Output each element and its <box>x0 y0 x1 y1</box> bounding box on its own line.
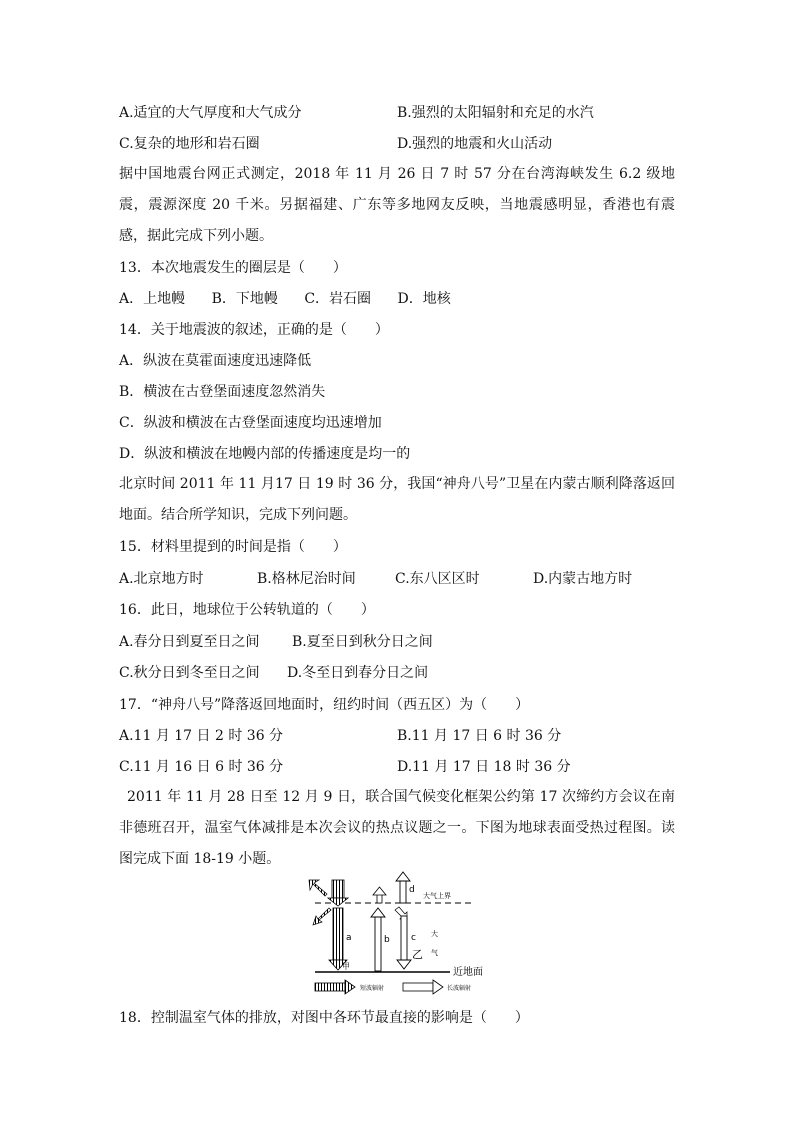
q13-option-d: D．地核 <box>397 291 451 307</box>
atmosphere-label-2: 气 <box>431 949 438 957</box>
label-yi: 乙 <box>412 948 423 961</box>
label-jia: 甲 <box>342 962 350 971</box>
q16-option-b: B.夏至日到秋分日之间 <box>292 634 433 650</box>
label-d: d <box>409 885 415 895</box>
legend <box>315 980 471 994</box>
q12-option-b: B.强烈的太阳辐射和充足的水汽 <box>397 105 594 121</box>
q13-option-a: A．上地幔 <box>119 291 186 307</box>
legend-long-wave-label: 长波辐射 <box>447 985 472 992</box>
q14-option-d: D．纵波和横波在地幔内部的传播速度是均一的 <box>119 446 411 462</box>
heating-process-diagram <box>305 868 505 1000</box>
material-earthquake: 据中国地震台网正式测定，2018 年 11 月 26 日 7 时 57 分在台湾海峡发生 6.2 级地震，震源深度 20 千米。另据福建、广东等多地网友反映，当地震感明显，香港也有震感，据此完成下列小题。 <box>119 166 675 244</box>
q17-option-c: C.11 月 16 日 6 时 36 分 <box>119 759 284 775</box>
q15-option-a: A.北京地方时 <box>119 571 204 587</box>
q16-option-c: C.秋分日到冬至日之间 <box>119 665 260 681</box>
q18-stem: 18．控制温室气体的排放，对图中各环节最直接的影响是（ ） <box>119 1010 529 1026</box>
q15-option-d: D.内蒙古地方时 <box>533 571 633 587</box>
q16-stem: 16．此日，地球位于公转轨道的（ ） <box>119 602 375 618</box>
q17-option-b: B.11 月 17 日 6 时 36 分 <box>397 728 562 744</box>
reflection-arrow-top <box>309 880 327 896</box>
arrow-b <box>375 916 381 971</box>
atmosphere-label-1: 大 <box>431 930 438 938</box>
q15-option-b: B.格林尼治时间 <box>257 571 356 587</box>
label-c: c <box>411 933 416 943</box>
q14-option-b: B．横波在古登堡面速度忽然消失 <box>119 384 326 400</box>
solar-radiation-arrow <box>332 880 344 898</box>
label-a: a <box>346 933 352 943</box>
q13-option-b: B．下地幔 <box>211 291 278 307</box>
q15-option-c: C.东八区区时 <box>395 571 480 587</box>
legend-short-wave-swatch <box>315 983 345 991</box>
legend-short-wave-label: 短波辐射 <box>360 985 385 992</box>
ground-label: 近地面 <box>453 967 483 978</box>
q14-option-c: C．纵波和横波在古登堡面速度均迅速增加 <box>119 415 382 431</box>
q13-stem: 13．本次地震发生的圈层是（ ） <box>119 260 347 276</box>
arrow-a <box>333 908 343 960</box>
q15-stem: 15．材料里提到的时间是指（ ） <box>119 539 347 555</box>
q12-option-a: A.适宜的大气厚度和大气成分 <box>119 105 302 121</box>
q12-option-d: D.强烈的地震和火山活动 <box>397 136 553 152</box>
q14-option-a: A．纵波在莫霍面速度迅速降低 <box>119 353 312 369</box>
q14-stem: 14．关于地震波的叙述，正确的是（ ） <box>119 322 389 338</box>
atmosphere-top-label: 大气上界 <box>423 892 451 900</box>
q16-option-a: A.春分日到夏至日之间 <box>119 634 260 650</box>
material-climate: 2011 年 11 月 28 日至 12 月 9 日，联合国气候变化框架公约第 17 次缔约方会议在南非德班召开，温室气体减排是本次会议的热点议题之一。下图为地球表面受热过程图。读图完成下面 18-19 小题。 <box>119 789 675 867</box>
q13-option-c: C．岩石圈 <box>304 291 372 307</box>
reflection-arrow-bottom <box>313 908 331 925</box>
q12-option-c: C.复杂的地形和岩石圈 <box>119 136 260 152</box>
legend-long-wave-swatch <box>403 983 433 991</box>
q17-option-d: D.11 月 17 日 18 时 36 分 <box>397 759 571 775</box>
q17-stem: 17．“神舟八号”降落返回地面时，纽约时间（西五区）为（ ） <box>119 697 530 713</box>
q16-option-d: D.冬至日到春分日之间 <box>287 665 429 681</box>
q13-options <box>119 290 473 308</box>
label-b: b <box>384 935 390 945</box>
q17-option-a: A.11 月 17 日 2 时 36 分 <box>119 728 284 744</box>
arrow-c <box>401 916 407 961</box>
material-shenzhou: 北京时间 2011 年 11 月17 日 19 时 36 分，我国“神舟八号”卫星在内蒙古顺利降落返回地面。结合所学知识，完成下列问题。 <box>119 476 675 523</box>
arrow-d <box>400 880 406 903</box>
